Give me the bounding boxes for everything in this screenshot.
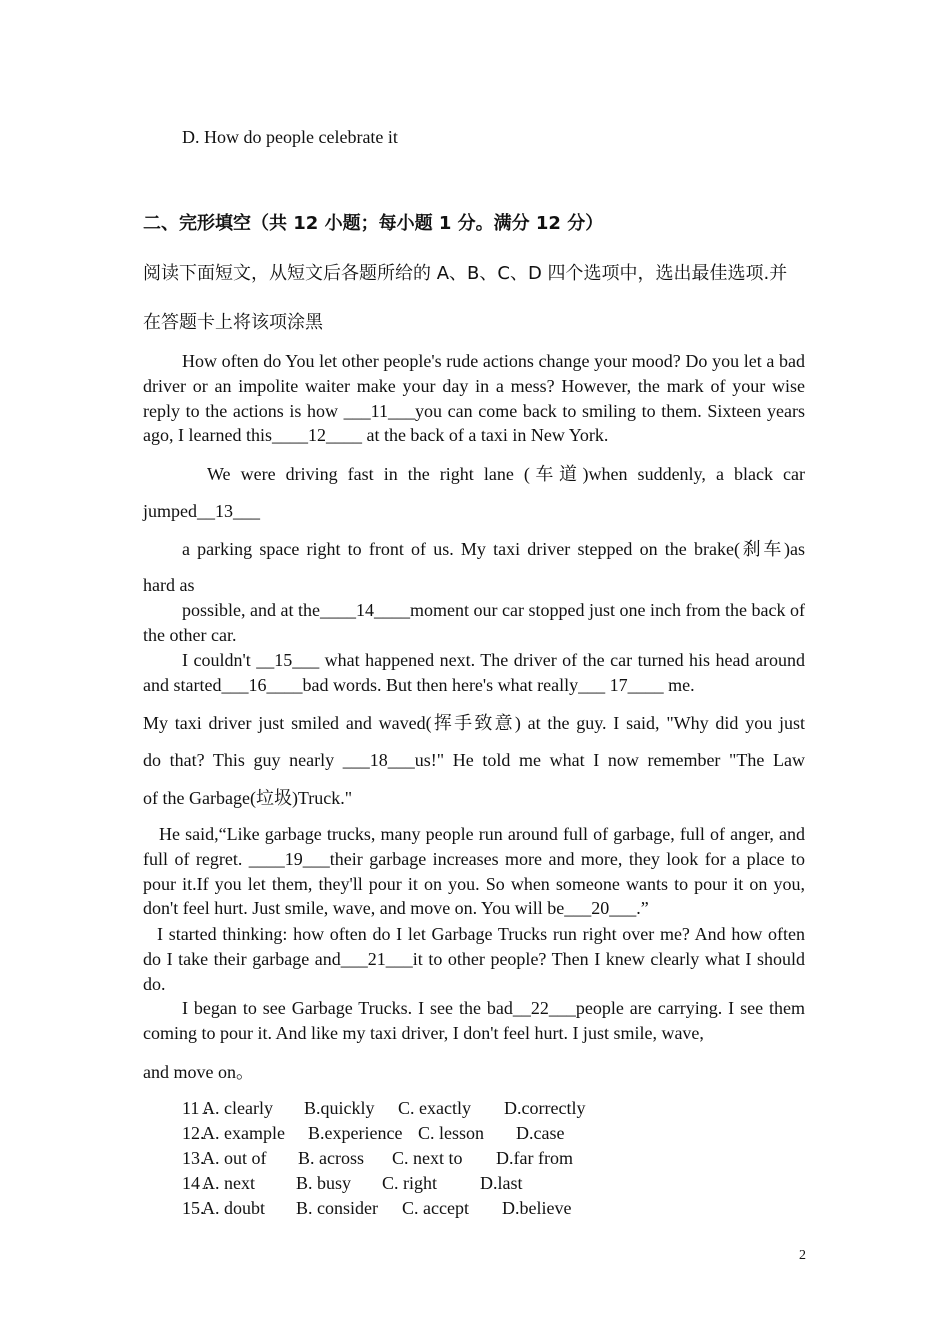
option-d: D.believe	[502, 1198, 572, 1218]
passage-paragraph-2-line2: jumped__13___	[143, 501, 260, 521]
option-number: 13.	[182, 1148, 205, 1168]
option-c: C. next to	[392, 1148, 463, 1168]
option-d: D.case	[516, 1123, 565, 1143]
section-heading: 二、完形填空（共 12 小题；每小题 1 分。满分 12 分）	[143, 213, 604, 234]
passage-paragraph-8-line3: and move on。	[143, 1062, 254, 1082]
option-b: B. across	[298, 1148, 364, 1168]
passage-paragraph-5-line5: of the Garbage(垃圾)Truck."	[143, 788, 353, 808]
option-b: B. consider	[296, 1198, 378, 1218]
passage-paragraph-5-line3: My taxi driver just smiled and waved(挥手致意) at the guy. I said, "Why did you just	[143, 713, 805, 733]
option-number: 14 .	[182, 1173, 209, 1193]
option-d: D.last	[480, 1173, 523, 1193]
passage-paragraph-8: I began to see Garbage Trucks. I see the bad__22___people are carrying. I see them coming to pour it. And like my taxi driver, I don't feel hurt. I just smile, wave,	[143, 998, 805, 1043]
option-b: B.quickly	[304, 1098, 375, 1118]
option-number: 15.	[182, 1198, 205, 1218]
section-instruction-line2: 在答题卡上将该项涂黑	[143, 312, 323, 333]
option-b: B. busy	[296, 1173, 352, 1193]
option-d: D.far from	[496, 1148, 573, 1168]
option-a: A. doubt	[202, 1198, 265, 1218]
passage-paragraph-1: How often do You let other people's rude actions change your mood? Do you let a bad driver or an impolite waiter make your day in a mess? However, the mark of your wise reply to the actions is how ___11___you can come back to smiling to them. Sixteen years ago, I learned this____12____ at the back of a taxi in New York.	[143, 351, 805, 446]
passage-paragraph-4: possible, and at the____14____moment our car stopped just one inch from the back of the other car.	[143, 600, 805, 645]
page-number: 2	[799, 1248, 806, 1263]
option-a: A. next	[202, 1173, 255, 1193]
passage-paragraph-3-line2: hard as	[143, 575, 195, 595]
passage-paragraph-6: He said,“Like garbage trucks, many people run around full of garbage, full of anger, and full of regret. ____19___their garbage increases more and more, they look for a place to pour it.If you let them, they'll pour it on you. So when someone wants to pour it on you, don't feel hurt. Just smile, wave, and move on. You will be___20___.”	[143, 824, 805, 919]
passage-paragraph-2-line1: We were driving fast in the right lane (车道)when suddenly, a black car	[207, 464, 805, 484]
option-a: A. clearly	[202, 1098, 273, 1118]
option-c: C. right	[382, 1173, 438, 1193]
option-a: A. out of	[202, 1148, 267, 1168]
option-number: 12.	[182, 1123, 205, 1143]
passage-paragraph-5: I couldn't __15___ what happened next. The driver of the car turned his head around and started___16____bad words. But then here's what really___ 17____ me.	[143, 650, 805, 695]
section-instruction-line1: 阅读下面短文，从短文后各题所给的 A、B、C、D 四个选项中，选出最佳选项.并	[143, 263, 788, 284]
option-c: C. accept	[402, 1198, 469, 1218]
option-d: D.correctly	[504, 1098, 586, 1118]
option-a: A. example	[202, 1123, 285, 1143]
option-b: B.experience	[308, 1123, 403, 1143]
option-c: C. lesson	[418, 1123, 485, 1143]
option-number: 11 .	[182, 1098, 209, 1118]
passage-paragraph-3-line1: a parking space right to front of us. My taxi driver stepped on the brake(刹车)as	[182, 539, 805, 559]
passage-paragraph-5-line4: do that? This guy nearly ___18___us!" He told me what I now remember "The Law	[143, 750, 805, 770]
passage-paragraph-7: I started thinking: how often do I let Garbage Trucks run right over me? And how often do I take their garbage and___21___it to other people? Then I knew clearly what I should do.	[143, 924, 805, 994]
question-option-d: D. How do people celebrate it	[182, 127, 398, 147]
option-c: C. exactly	[398, 1098, 471, 1118]
